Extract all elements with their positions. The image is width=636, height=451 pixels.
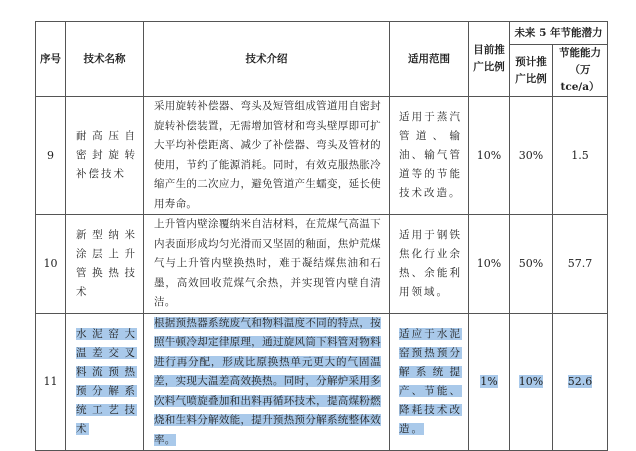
row-scope: 适用于蒸汽管道、输油、输气管道等的节能技术改造。 [390, 97, 469, 215]
row-scope-selected-text[interactable]: 适应于水泥窑预热预分解系统提产、节能、降耗技术改造。 [399, 327, 462, 435]
header-scope: 适用范围 [390, 22, 469, 97]
table-row [36, 97, 608, 215]
header-seq: 序号 [36, 22, 66, 97]
row-seq: 11 [36, 313, 66, 451]
header-capacity: 节能能力（万 tce/a） [553, 45, 608, 97]
energy-saving-technology-table [35, 21, 608, 451]
row-name: 耐高压自密封旋转补偿技术 [66, 97, 144, 215]
header-future-potential: 未来 5 年节能潜力 [510, 22, 608, 45]
row-current-ratio: 10% [469, 97, 510, 215]
header-name: 技术名称 [66, 22, 144, 97]
table-row-selected [36, 313, 608, 451]
row-expected-ratio: 50% [510, 215, 553, 314]
row-current-ratio-selected-text[interactable]: 1% [480, 375, 498, 389]
row-name-selected-text[interactable]: 水泥窑大温差交叉料流预热预分解系统工艺技术 [76, 327, 137, 435]
table-row [36, 215, 608, 314]
row-intro: 上升管内壁涂覆纳米自洁材料，在荒煤气高温下内表面形成均匀光滑而又坚固的釉面，焦炉荒煤气与上升管内壁换热时，难于凝结煤焦油和石墨，高效回收荒煤气余热，并实现管内壁自清洁。 [144, 215, 390, 314]
row-capacity: 1.5 [553, 97, 608, 215]
row-name: 新型纳米涂层上升管换热技术 [66, 215, 144, 314]
row-seq: 10 [36, 215, 66, 314]
row-intro-selected-text[interactable]: 根据预热器系统废气和物料温度不同的特点，按照牛顿冷却定律原理，通过旋风筒下料管对物料进行再分配，形成比原换热单元更大的气固温差，实现大温差高效换热。同时，分解炉采用多次料气喷旋叠加和出料再循环技术，提高煤粉燃烧和生料分解效能，提升预热预分解系统整体效率。 [154, 316, 381, 446]
row-scope: 适用于钢铁焦化行业余热、余能利用领域。 [390, 215, 469, 314]
row-current-ratio: 10% [469, 215, 510, 314]
header-expected-ratio: 预计推广比例 [510, 45, 553, 97]
header-intro: 技术介绍 [144, 22, 390, 97]
row-seq: 9 [36, 97, 66, 215]
row-capacity-selected-text[interactable]: 52.6 [567, 375, 593, 389]
row-expected-ratio-selected-text[interactable]: 10% [518, 375, 544, 389]
row-intro: 采用旋转补偿器、弯头及短管组成管道用自密封旋转补偿装置，无需增加管材和弯头壁厚即可扩大平均补偿距离、减少了补偿器、弯头及管材的使用，节约了能源消耗。同时，有效克服热胀冷缩产生的二次应力，避免管道产生蠕变，延长使用寿命。 [144, 97, 390, 215]
row-capacity: 57.7 [553, 215, 608, 314]
row-expected-ratio: 30% [510, 97, 553, 215]
header-current-ratio: 目前推广比例 [469, 22, 510, 97]
